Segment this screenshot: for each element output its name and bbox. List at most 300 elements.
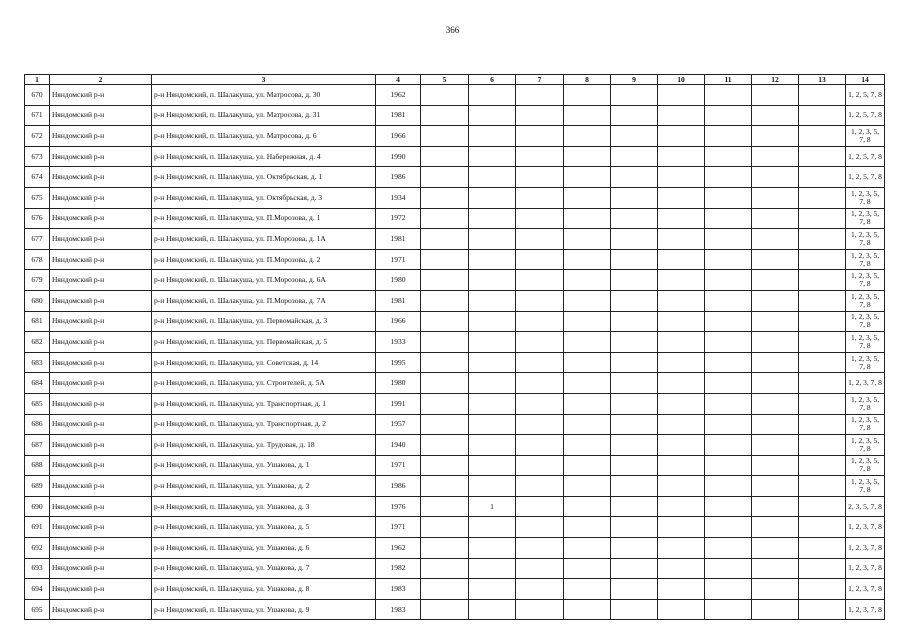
column-8-cell: [564, 208, 611, 229]
column-12-cell: [752, 187, 799, 208]
column-11-cell: [705, 290, 752, 311]
address-cell: р-н Няндомский, п. Шалакуша, ул. Ушакова, д. 6: [152, 538, 376, 559]
column-5-cell: [421, 538, 469, 559]
district-cell: Няндомский р-н: [50, 435, 152, 456]
table-row: [25, 146, 885, 167]
column-11-cell: [705, 249, 752, 270]
district-cell: Няндомский р-н: [50, 579, 152, 600]
column-header: 1: [25, 75, 50, 85]
column-10-cell: [658, 208, 705, 229]
column-13-cell: [799, 126, 846, 147]
column-9-cell: [611, 414, 658, 435]
column-8-cell: [564, 373, 611, 394]
column-6-cell: [469, 332, 516, 353]
column-8-cell: [564, 558, 611, 579]
table-row: [25, 229, 885, 250]
address-cell: р-н Няндомский, п. Шалакуша, ул. П.Морозова, д. 7А: [152, 290, 376, 311]
column-6-cell: [469, 558, 516, 579]
address-cell: р-н Няндомский, п. Шалакуша, ул. Матросова, д. 6: [152, 126, 376, 147]
column-10-cell: [658, 476, 705, 497]
address-cell: р-н Няндомский, п. Шалакуша, ул. Советская, д. 14: [152, 352, 376, 373]
column-7-cell: [516, 208, 564, 229]
column-7-cell: [516, 105, 564, 126]
year-cell: 1966: [376, 311, 421, 332]
table-body: [25, 85, 885, 620]
column-8-cell: [564, 311, 611, 332]
column-9-cell: [611, 373, 658, 394]
column-9-cell: [611, 455, 658, 476]
column-7-cell: [516, 270, 564, 291]
row-number-cell: 691: [25, 517, 50, 538]
row-number-cell: 678: [25, 249, 50, 270]
column-7-cell: [516, 290, 564, 311]
column-13-cell: [799, 558, 846, 579]
table-row: [25, 558, 885, 579]
year-cell: 1971: [376, 455, 421, 476]
address-cell: р-н Няндомский, п. Шалакуша, ул. Первомайская, д. 3: [152, 311, 376, 332]
year-cell: 1983: [376, 579, 421, 600]
column-13-cell: [799, 229, 846, 250]
row-number-cell: 670: [25, 85, 50, 106]
column-11-cell: [705, 332, 752, 353]
column-5-cell: [421, 373, 469, 394]
column-9-cell: [611, 105, 658, 126]
column-6-cell: [469, 414, 516, 435]
column-9-cell: [611, 270, 658, 291]
column-13-cell: [799, 496, 846, 517]
column-7-cell: [516, 599, 564, 620]
column-13-cell: [799, 249, 846, 270]
address-cell: р-н Няндомский, п. Шалакуша, ул. Октябрьская, д. 3: [152, 187, 376, 208]
column-11-cell: [705, 373, 752, 394]
district-cell: Няндомский р-н: [50, 393, 152, 414]
table-row: [25, 496, 885, 517]
column-5-cell: [421, 208, 469, 229]
row-number-cell: 686: [25, 414, 50, 435]
district-cell: Няндомский р-н: [50, 146, 152, 167]
table-row: [25, 352, 885, 373]
table-row: [25, 579, 885, 600]
column-13-cell: [799, 579, 846, 600]
column-7-cell: [516, 538, 564, 559]
column-12-cell: [752, 476, 799, 497]
address-cell: р-н Няндомский, п. Шалакуша, ул. Матросова, д. 30: [152, 85, 376, 106]
row-number-cell: 692: [25, 538, 50, 559]
column-8-cell: [564, 270, 611, 291]
column-13-cell: [799, 187, 846, 208]
column-10-cell: [658, 393, 705, 414]
table-row: [25, 393, 885, 414]
table-row: [25, 126, 885, 147]
codes-cell: 1, 2, 5, 7, 8: [846, 167, 885, 188]
codes-cell: 1, 2, 5, 7, 8: [846, 85, 885, 106]
column-7-cell: [516, 435, 564, 456]
column-11-cell: [705, 167, 752, 188]
address-cell: р-н Няндомский, п. Шалакуша, ул. П.Морозова, д. 6А: [152, 270, 376, 291]
column-13-cell: [799, 517, 846, 538]
column-5-cell: [421, 435, 469, 456]
column-8-cell: [564, 105, 611, 126]
column-13-cell: [799, 373, 846, 394]
column-6-cell: [469, 249, 516, 270]
column-5-cell: [421, 476, 469, 497]
column-11-cell: [705, 414, 752, 435]
row-number-cell: 676: [25, 208, 50, 229]
column-12-cell: [752, 146, 799, 167]
column-9-cell: [611, 311, 658, 332]
column-12-cell: [752, 290, 799, 311]
year-cell: 1982: [376, 558, 421, 579]
column-12-cell: [752, 414, 799, 435]
column-11-cell: [705, 352, 752, 373]
column-9-cell: [611, 85, 658, 106]
column-7-cell: [516, 393, 564, 414]
column-5-cell: [421, 496, 469, 517]
column-10-cell: [658, 146, 705, 167]
year-cell: 1986: [376, 167, 421, 188]
column-11-cell: [705, 435, 752, 456]
column-11-cell: [705, 393, 752, 414]
address-cell: р-н Няндомский, п. Шалакуша, ул. Транспортная, д. 1: [152, 393, 376, 414]
column-8-cell: [564, 290, 611, 311]
column-11-cell: [705, 85, 752, 106]
column-13-cell: [799, 85, 846, 106]
codes-cell: 1, 2, 3, 7, 8: [846, 558, 885, 579]
year-cell: 1980: [376, 270, 421, 291]
column-10-cell: [658, 435, 705, 456]
district-cell: Няндомский р-н: [50, 187, 152, 208]
district-cell: Няндомский р-н: [50, 208, 152, 229]
column-5-cell: [421, 414, 469, 435]
column-5-cell: [421, 290, 469, 311]
codes-cell: 1, 2, 3, 5, 7, 8: [846, 249, 885, 270]
column-5-cell: [421, 249, 469, 270]
year-cell: 1976: [376, 496, 421, 517]
year-cell: 1972: [376, 208, 421, 229]
district-cell: Няндомский р-н: [50, 126, 152, 147]
column-10-cell: [658, 332, 705, 353]
column-5-cell: [421, 599, 469, 620]
column-13-cell: [799, 455, 846, 476]
column-13-cell: [799, 414, 846, 435]
address-cell: р-н Няндомский, п. Шалакуша, ул. Транспортная, д. 2: [152, 414, 376, 435]
address-cell: р-н Няндомский, п. Шалакуша, ул. П.Морозова, д. 2: [152, 249, 376, 270]
row-number-cell: 687: [25, 435, 50, 456]
column-5-cell: [421, 311, 469, 332]
address-cell: р-н Няндомский, п. Шалакуша, ул. Ушакова, д. 7: [152, 558, 376, 579]
codes-cell: 1, 2, 3, 5, 7, 8: [846, 476, 885, 497]
column-12-cell: [752, 373, 799, 394]
row-number-cell: 690: [25, 496, 50, 517]
district-cell: Няндомский р-н: [50, 599, 152, 620]
address-cell: р-н Няндомский, п. Шалакуша, ул. Матросова, д. 31: [152, 105, 376, 126]
column-12-cell: [752, 579, 799, 600]
codes-cell: 1, 2, 3, 5, 7, 8: [846, 229, 885, 250]
address-cell: р-н Няндомский, п. Шалакуша, ул. Первомайская, д. 5: [152, 332, 376, 353]
column-header: 4: [376, 75, 421, 85]
column-header: 9: [611, 75, 658, 85]
year-cell: 1971: [376, 249, 421, 270]
column-9-cell: [611, 187, 658, 208]
codes-cell: 1, 2, 3, 7, 8: [846, 373, 885, 394]
column-6-cell: [469, 105, 516, 126]
column-10-cell: [658, 599, 705, 620]
column-11-cell: [705, 558, 752, 579]
column-8-cell: [564, 517, 611, 538]
column-9-cell: [611, 579, 658, 600]
column-12-cell: [752, 270, 799, 291]
year-cell: 1990: [376, 146, 421, 167]
column-13-cell: [799, 311, 846, 332]
codes-cell: 1, 2, 3, 7, 8: [846, 579, 885, 600]
column-13-cell: [799, 393, 846, 414]
table-row: [25, 167, 885, 188]
column-11-cell: [705, 229, 752, 250]
page-number: 366: [445, 25, 460, 35]
district-cell: Няндомский р-н: [50, 352, 152, 373]
column-12-cell: [752, 208, 799, 229]
row-number-cell: 680: [25, 290, 50, 311]
column-6-cell: [469, 435, 516, 456]
codes-cell: 1, 2, 3, 5, 7, 8: [846, 208, 885, 229]
column-6-cell: [469, 290, 516, 311]
column-10-cell: [658, 270, 705, 291]
column-5-cell: [421, 105, 469, 126]
row-number-cell: 689: [25, 476, 50, 497]
column-10-cell: [658, 167, 705, 188]
column-5-cell: [421, 270, 469, 291]
column-5-cell: [421, 126, 469, 147]
column-12-cell: [752, 435, 799, 456]
address-cell: р-н Няндомский, п. Шалакуша, ул. Трудовая, д. 18: [152, 435, 376, 456]
column-10-cell: [658, 496, 705, 517]
column-7-cell: [516, 249, 564, 270]
column-8-cell: [564, 455, 611, 476]
column-13-cell: [799, 599, 846, 620]
column-6-cell: [469, 208, 516, 229]
year-cell: 1986: [376, 476, 421, 497]
column-12-cell: [752, 332, 799, 353]
year-cell: 1983: [376, 599, 421, 620]
column-9-cell: [611, 393, 658, 414]
column-6-cell: [469, 229, 516, 250]
column-9-cell: [611, 146, 658, 167]
column-11-cell: [705, 538, 752, 559]
district-cell: Няндомский р-н: [50, 311, 152, 332]
year-cell: 1981: [376, 229, 421, 250]
column-11-cell: [705, 517, 752, 538]
column-12-cell: [752, 393, 799, 414]
column-8-cell: [564, 496, 611, 517]
column-11-cell: [705, 105, 752, 126]
year-cell: 1962: [376, 85, 421, 106]
column-11-cell: [705, 146, 752, 167]
codes-cell: 1, 2, 3, 5, 7, 8: [846, 332, 885, 353]
district-cell: Няндомский р-н: [50, 558, 152, 579]
column-header: 13: [799, 75, 846, 85]
row-number-cell: 675: [25, 187, 50, 208]
row-number-cell: 688: [25, 455, 50, 476]
column-11-cell: [705, 270, 752, 291]
column-5-cell: [421, 352, 469, 373]
table-row: [25, 105, 885, 126]
column-10-cell: [658, 229, 705, 250]
column-13-cell: [799, 146, 846, 167]
codes-cell: 1, 2, 3, 5, 7, 8: [846, 290, 885, 311]
table-row: [25, 373, 885, 394]
column-12-cell: [752, 496, 799, 517]
column-7-cell: [516, 579, 564, 600]
column-7-cell: [516, 332, 564, 353]
address-cell: р-н Няндомский, п. Шалакуша, ул. Ушакова, д. 2: [152, 476, 376, 497]
table-row: [25, 414, 885, 435]
column-13-cell: [799, 435, 846, 456]
column-9-cell: [611, 517, 658, 538]
column-13-cell: [799, 105, 846, 126]
column-8-cell: [564, 599, 611, 620]
column-13-cell: [799, 290, 846, 311]
table-row: [25, 332, 885, 353]
column-9-cell: [611, 290, 658, 311]
district-cell: Няндомский р-н: [50, 373, 152, 394]
district-cell: Няндомский р-н: [50, 249, 152, 270]
column-5-cell: [421, 517, 469, 538]
row-number-cell: 695: [25, 599, 50, 620]
table-row: [25, 85, 885, 106]
table-row: [25, 538, 885, 559]
column-7-cell: [516, 352, 564, 373]
column-12-cell: [752, 126, 799, 147]
codes-cell: 1, 2, 5, 7, 8: [846, 105, 885, 126]
column-6-cell: [469, 352, 516, 373]
column-8-cell: [564, 126, 611, 147]
column-6-cell: [469, 476, 516, 497]
row-number-cell: 681: [25, 311, 50, 332]
district-cell: Няндомский р-н: [50, 332, 152, 353]
table-row: [25, 517, 885, 538]
column-10-cell: [658, 126, 705, 147]
column-13-cell: [799, 208, 846, 229]
column-9-cell: [611, 538, 658, 559]
year-cell: 1966: [376, 126, 421, 147]
column-6-cell: [469, 187, 516, 208]
header-row: [25, 75, 885, 85]
column-8-cell: [564, 146, 611, 167]
column-5-cell: [421, 167, 469, 188]
column-5-cell: [421, 146, 469, 167]
column-10-cell: [658, 414, 705, 435]
codes-cell: 1, 2, 3, 5, 7, 8: [846, 270, 885, 291]
row-number-cell: 679: [25, 270, 50, 291]
column-11-cell: [705, 126, 752, 147]
column-11-cell: [705, 476, 752, 497]
year-cell: 1940: [376, 435, 421, 456]
codes-cell: 1, 2, 3, 5, 7, 8: [846, 435, 885, 456]
year-cell: 1971: [376, 517, 421, 538]
column-12-cell: [752, 311, 799, 332]
column-8-cell: [564, 414, 611, 435]
column-13-cell: [799, 352, 846, 373]
row-number-cell: 684: [25, 373, 50, 394]
column-10-cell: [658, 373, 705, 394]
column-header: 6: [469, 75, 516, 85]
table-row: [25, 208, 885, 229]
column-header: 3: [152, 75, 376, 85]
column-9-cell: [611, 229, 658, 250]
column-8-cell: [564, 476, 611, 497]
column-9-cell: [611, 208, 658, 229]
column-7-cell: [516, 146, 564, 167]
column-header: 12: [752, 75, 799, 85]
year-cell: 1995: [376, 352, 421, 373]
table-row: [25, 311, 885, 332]
column-header: 7: [516, 75, 564, 85]
district-cell: Няндомский р-н: [50, 167, 152, 188]
column-6-cell: [469, 270, 516, 291]
column-7-cell: [516, 414, 564, 435]
column-6-cell: [469, 579, 516, 600]
year-cell: 1933: [376, 332, 421, 353]
column-6-cell: [469, 311, 516, 332]
column-7-cell: [516, 229, 564, 250]
address-cell: р-н Няндомский, п. Шалакуша, ул. Ушакова, д. 9: [152, 599, 376, 620]
codes-cell: 1, 2, 3, 5, 7, 8: [846, 352, 885, 373]
column-6-cell: [469, 393, 516, 414]
column-12-cell: [752, 229, 799, 250]
row-number-cell: 671: [25, 105, 50, 126]
column-12-cell: [752, 599, 799, 620]
district-cell: Няндомский р-н: [50, 496, 152, 517]
column-6-cell: [469, 373, 516, 394]
district-cell: Няндомский р-н: [50, 270, 152, 291]
column-13-cell: [799, 332, 846, 353]
column-6-cell: [469, 455, 516, 476]
column-13-cell: [799, 476, 846, 497]
codes-cell: 1, 2, 3, 7, 8: [846, 599, 885, 620]
column-10-cell: [658, 558, 705, 579]
column-9-cell: [611, 599, 658, 620]
column-13-cell: [799, 167, 846, 188]
year-cell: 1980: [376, 373, 421, 394]
column-12-cell: [752, 105, 799, 126]
column-7-cell: [516, 476, 564, 497]
column-10-cell: [658, 187, 705, 208]
table-row: [25, 435, 885, 456]
column-11-cell: [705, 187, 752, 208]
address-cell: р-н Няндомский, п. Шалакуша, ул. П.Морозова, д. 1: [152, 208, 376, 229]
column-7-cell: [516, 187, 564, 208]
row-number-cell: 682: [25, 332, 50, 353]
column-10-cell: [658, 311, 705, 332]
column-9-cell: [611, 435, 658, 456]
column-8-cell: [564, 187, 611, 208]
column-8-cell: [564, 229, 611, 250]
column-7-cell: [516, 455, 564, 476]
codes-cell: 1, 2, 3, 5, 7, 8: [846, 414, 885, 435]
district-cell: Няндомский р-н: [50, 414, 152, 435]
column-8-cell: [564, 352, 611, 373]
column-9-cell: [611, 496, 658, 517]
column-11-cell: [705, 579, 752, 600]
table-row: [25, 476, 885, 497]
address-cell: р-н Няндомский, п. Шалакуша, ул. Ушакова, д. 5: [152, 517, 376, 538]
column-8-cell: [564, 579, 611, 600]
column-7-cell: [516, 496, 564, 517]
column-9-cell: [611, 126, 658, 147]
district-cell: Няндомский р-н: [50, 538, 152, 559]
table-row: [25, 290, 885, 311]
codes-cell: 1, 2, 3, 5, 7, 8: [846, 126, 885, 147]
